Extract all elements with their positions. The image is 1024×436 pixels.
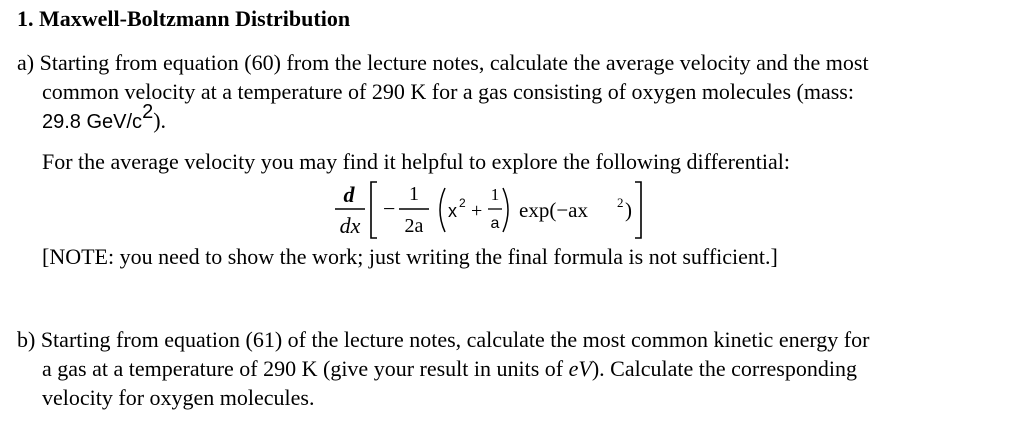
part-a-text	[17, 48, 869, 137]
eq-two-a: 2a	[404, 215, 424, 237]
part-a-line-3	[17, 100, 869, 137]
part-b-text	[17, 325, 869, 412]
part-b-line-1: b) Starting from equation (61) of the lecture notes, calculate the most common kinetic energy for	[17, 327, 870, 352]
mass-value: 29.8 GeV/c	[42, 111, 143, 133]
eq-dx: dx	[339, 213, 361, 238]
note-text: [NOTE: you need to show the work; just writing the final formula is not sufficient.]	[42, 244, 778, 269]
part-b-unit: eV	[568, 356, 592, 381]
eq-one: 1	[409, 183, 419, 205]
eq-x-exp: 2	[459, 196, 466, 210]
eq-exp: exp(−ax	[519, 198, 588, 222]
eq-left-bracket	[371, 182, 377, 238]
eq-right-bracket	[635, 182, 641, 238]
eq-exp-close: )	[625, 198, 632, 222]
eq-a: a	[490, 215, 500, 232]
part-b-line-2	[17, 354, 869, 383]
mass-close: ).	[153, 108, 167, 133]
part-a-line-2: common velocity at a temperature of 290 K for a gas consisting of oxygen molecules (mass:	[42, 79, 854, 104]
problem-title: 1. Maxwell-Boltzmann Distribution	[17, 6, 351, 31]
eq-d: d	[343, 182, 355, 207]
part-a-line-1: a) Starting from equation (60) from the lecture notes, calculate the average velocity and the most	[17, 50, 869, 75]
eq-x: x	[448, 201, 457, 221]
mass-exponent: 2	[142, 100, 154, 123]
eq-exp-exponent: 2	[617, 195, 624, 210]
part-b-line-2-post: ). Calculate the corresponding	[591, 356, 857, 381]
part-b-line-2-pre: a gas at a temperature of 290 K (give your result in units of	[42, 356, 569, 381]
hint-text: For the average velocity you may find it helpful to explore the following differential:	[42, 149, 790, 174]
eq-right-paren	[503, 188, 508, 232]
differential-equation	[335, 176, 695, 246]
part-b-line-3: velocity for oxygen molecules.	[42, 385, 315, 410]
eq-one-b: 1	[490, 185, 500, 204]
eq-left-paren	[440, 188, 445, 232]
eq-minus: −	[383, 196, 396, 221]
eq-plus: +	[471, 200, 483, 222]
